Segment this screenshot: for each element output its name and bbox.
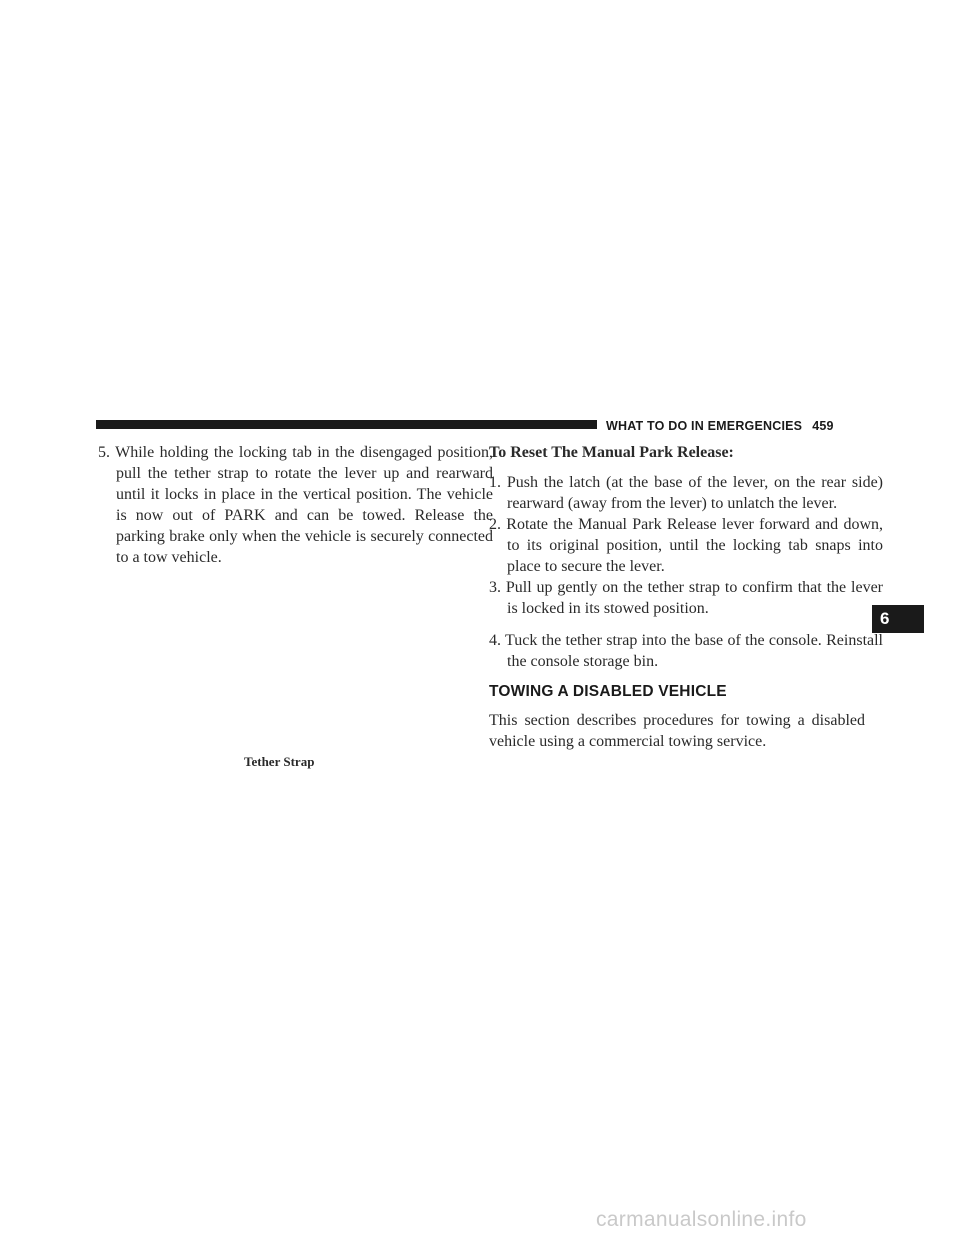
reset-step-4: 4. Tuck the tether strap into the base of the console. Reinstall the console storage bin. <box>489 632 883 670</box>
running-header <box>606 417 834 435</box>
page-number: 459 <box>812 419 834 433</box>
section-heading: TOWING A DISABLED VEHICLE <box>489 683 727 700</box>
reset-step-3: 3. Pull up gently on the tether strap to confirm that the lever is locked in its stowed position. <box>489 579 883 617</box>
header-rule <box>96 420 597 429</box>
step-5: 5. While holding the locking tab in the disengaged position, pull the tether strap to rotate the lever up and rearward until it locks in place in the vertical position. The vehicle is now out of PARK and can be towed. Release the parking brake only when the vehicle is securely connected to a tow vehicle. <box>98 444 493 566</box>
reset-step-1: 1. Push the latch (at the base of the lever, on the rear side) rearward (away from the lever) to unlatch the lever. <box>489 474 883 512</box>
watermark: carmanualsonline.info <box>596 1208 807 1231</box>
reset-subheading: To Reset The Manual Park Release: <box>489 444 734 461</box>
reset-step-2: 2. Rotate the Manual Park Release lever forward and down, to its original position, until the locking tab snaps into place to secure the lever. <box>489 516 883 575</box>
chapter-tab: 6 <box>872 605 924 633</box>
figure-caption: Tether Strap <box>244 754 315 769</box>
section-intro: This section describes procedures for towing a disabled vehicle using a commercial towing service. <box>489 712 865 750</box>
header-section-title: WHAT TO DO IN EMERGENCIES <box>606 419 803 433</box>
